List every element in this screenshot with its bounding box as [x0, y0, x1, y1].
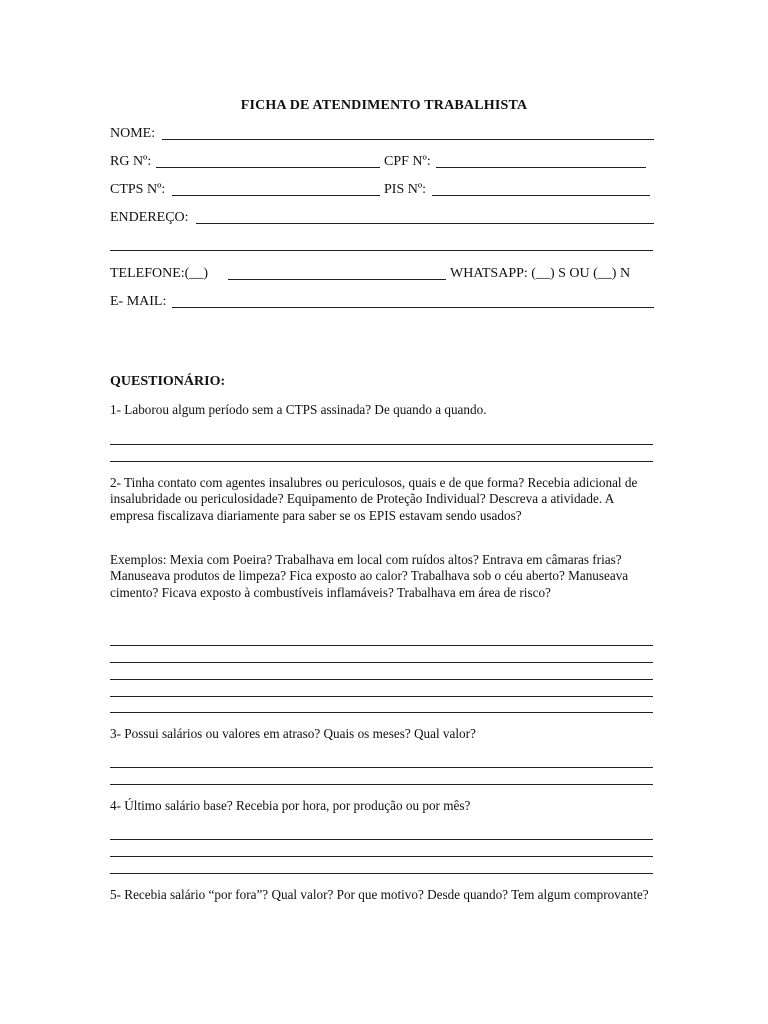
answer-line[interactable]	[110, 839, 653, 840]
answer-line[interactable]	[110, 784, 653, 785]
question-2-examples: Exemplos: Mexia com Poeira? Trabalhava em local com ruídos altos? Entrava em câmaras frias? Manuseava produtos de limpeza? Fica exposto ao calor? Trabalhava sob o céu aberto? Manuseava cimento? Ficava exposto à combustíveis inflamáveis? Trabalhava em área de risco?	[110, 552, 629, 600]
answer-line[interactable]	[110, 662, 653, 663]
endereco-label: ENDEREÇO:	[110, 210, 189, 225]
answer-line[interactable]	[110, 679, 653, 680]
cpf-label: CPF Nº:	[384, 154, 431, 169]
answer-line[interactable]	[110, 645, 653, 646]
question-1: 1- Laborou algum período sem a CTPS assinada? De quando a quando.	[110, 402, 487, 417]
pis-label: PIS Nº:	[384, 182, 427, 197]
whatsapp-label: WHATSAPP: (__) S OU (__) N	[450, 266, 631, 281]
answer-line[interactable]	[110, 856, 653, 857]
question-2: 2- Tinha contato com agentes insalubres ou periculosos, quais e de que forma? Recebia adicional de insalubridade ou periculosidade? Equipamento de Proteção Individual? Descreva a atividade. A empresa fiscalizava diariamente para saber se os EPIS estavam sendo usados?	[110, 475, 638, 523]
rg-line[interactable]	[156, 167, 380, 168]
answer-line[interactable]	[110, 444, 653, 445]
nome-line	[162, 139, 654, 140]
question-3: 3- Possui salários ou valores em atraso? Quais os meses? Qual valor?	[110, 726, 476, 741]
email-label: E- MAIL:	[110, 294, 167, 309]
answer-line[interactable]	[110, 767, 653, 768]
email-line	[172, 307, 654, 308]
answer-line[interactable]	[110, 712, 653, 713]
nome-label: NOME:	[110, 126, 156, 141]
question-5: 5- Recebia salário “por fora”? Qual valor? Por que motivo? Desde quando? Tem algum comprovante?	[110, 887, 649, 902]
rg-cpf-row	[110, 150, 654, 170]
endereco-line-2[interactable]	[110, 250, 653, 251]
form-title: FICHA DE ATENDIMENTO TRABALHISTA	[240, 98, 528, 113]
telefone-line[interactable]	[228, 279, 446, 280]
answer-line[interactable]	[110, 461, 653, 462]
answer-line[interactable]	[110, 873, 653, 874]
nome-field[interactable]	[110, 122, 654, 142]
questionnaire-heading: QUESTIONÁRIO:	[110, 374, 226, 389]
telefone-whatsapp-row	[110, 262, 654, 282]
email-field[interactable]	[110, 290, 654, 310]
pis-line[interactable]	[432, 195, 650, 196]
answer-line[interactable]	[110, 696, 653, 697]
rg-label: RG Nº:	[110, 154, 152, 169]
endereco-line	[196, 223, 654, 224]
telefone-label: TELEFONE:(__)	[110, 266, 208, 281]
cpf-line[interactable]	[436, 167, 646, 168]
question-4: 4- Último salário base? Recebia por hora, por produção ou por mês?	[110, 798, 471, 813]
ctps-pis-row	[110, 178, 654, 198]
endereco-field[interactable]	[110, 206, 654, 226]
ctps-label: CTPS Nº:	[110, 182, 166, 197]
ctps-line[interactable]	[172, 195, 380, 196]
